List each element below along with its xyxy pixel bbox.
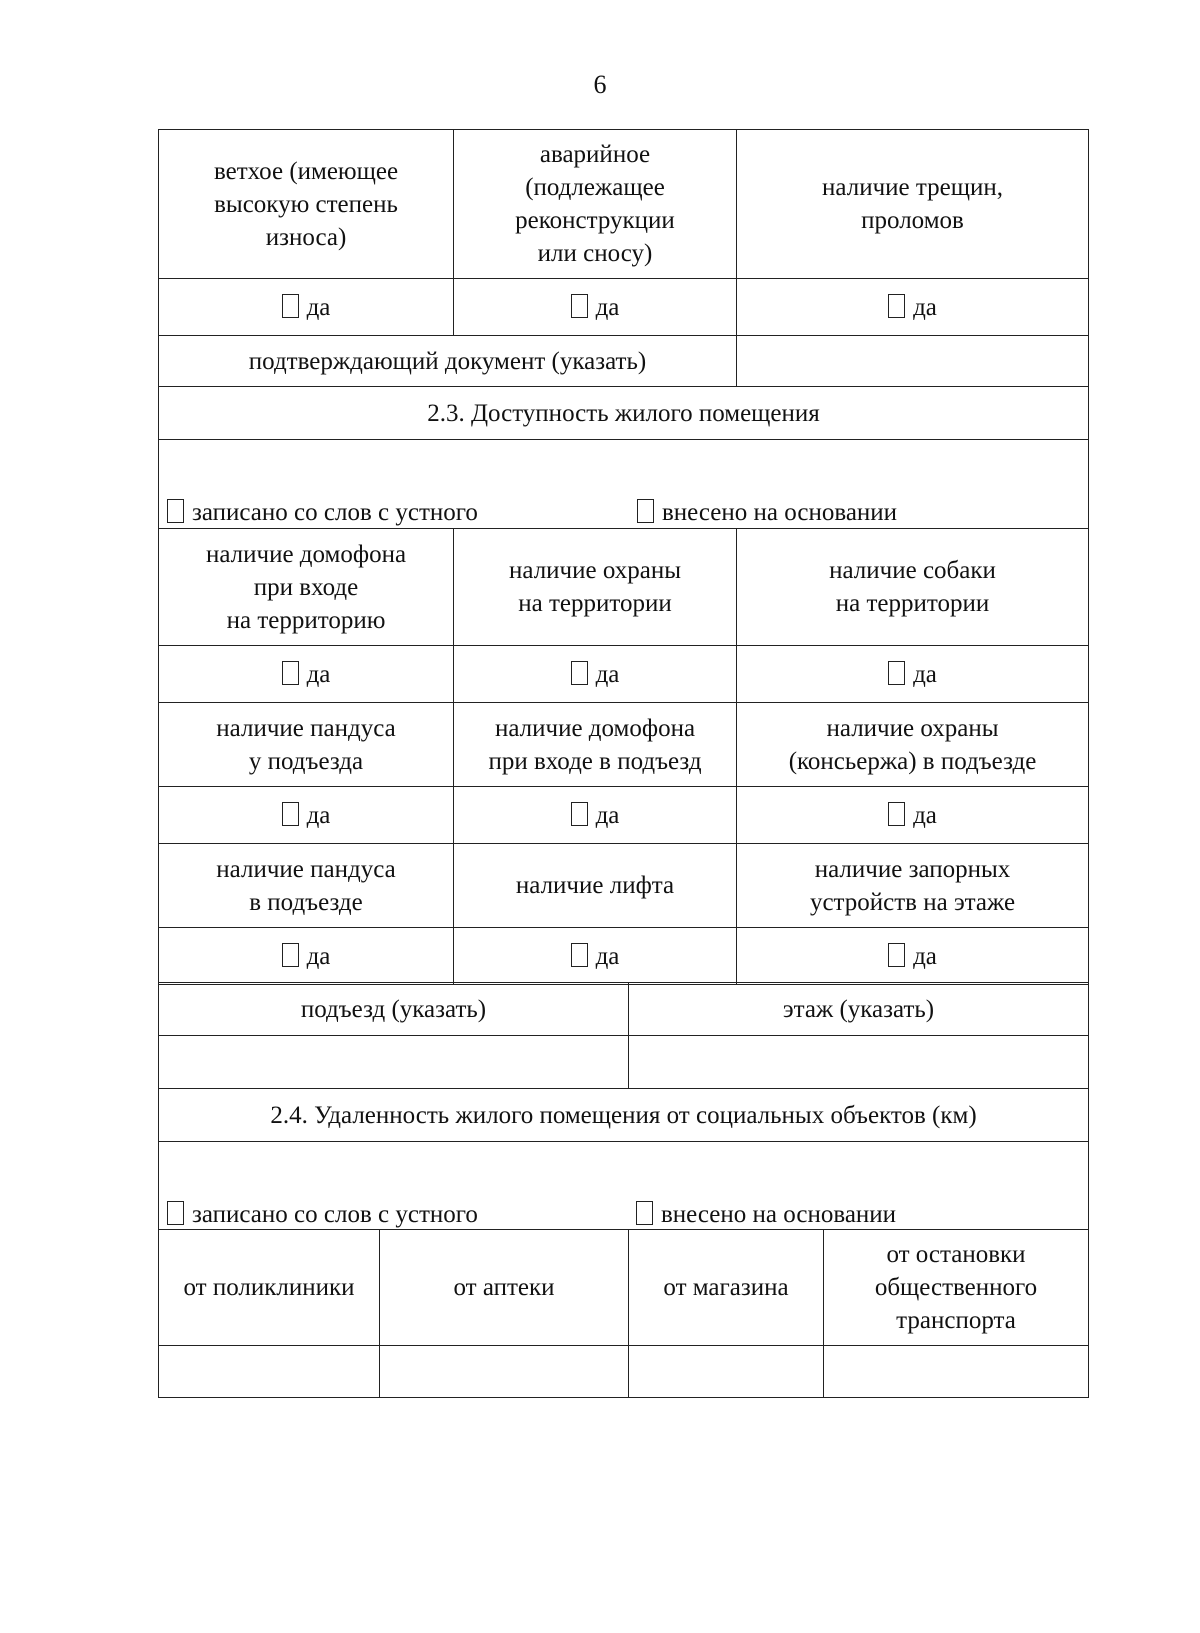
pharmacy-distance-cell[interactable] [380,1346,629,1398]
checkbox-intercom-territory[interactable] [282,661,299,685]
checkbox-concierge[interactable] [888,802,905,826]
header-intercom-entrance: наличие домофона при входе в подъезд [454,703,737,787]
access-checkbox-row-1: да да да [159,646,1089,703]
checkbox-label: да [306,293,331,321]
checkbox-oral-consent[interactable] [167,1201,184,1225]
checkbox-ramp-inside[interactable] [282,943,299,967]
section-2-4-source-row [159,1142,1089,1230]
entrance-floor-header-row [159,983,1089,1036]
header-shop: от магазина [629,1230,824,1346]
checkbox-ramp-entrance[interactable] [282,802,299,826]
header-intercom-territory: наличие домофона при входе на территорию [159,529,454,646]
distance-table [158,1088,1089,1398]
header-dilapidated: ветхое (имеющее высокую степень износа) [159,130,454,279]
clinic-distance-cell[interactable] [159,1346,380,1398]
header-clinic: от поликлиники [159,1230,380,1346]
header-locking-devices: наличие запорных устройств на этаже [737,844,1089,928]
checkbox-intercom-entrance[interactable] [571,802,588,826]
document-row [159,336,1089,387]
header-security-territory: наличие охраны на территории [454,529,737,646]
source-option-oral[interactable]: записано со слов с устного [167,1198,478,1230]
transport-distance-cell[interactable] [824,1346,1089,1398]
access-header-row-2 [159,703,1089,787]
section-2-3-title: 2.3. Доступность жилого помещения [159,387,1089,440]
section-2-3-title-row [159,387,1089,440]
header-ramp-entrance: наличие пандуса у подъезда [159,703,454,787]
header-elevator: наличие лифта [454,844,737,928]
header-pharmacy: от аптеки [380,1230,629,1346]
entrance-floor-table [158,982,1089,1089]
checkbox-oral-consent[interactable] [167,499,184,523]
distance-input-row [159,1346,1089,1398]
condition-header-row [159,130,1089,279]
distance-header-row [159,1230,1089,1346]
header-dog-territory: наличие собаки на территории [737,529,1089,646]
condition-checkbox-row [159,279,1089,336]
entrance-input-cell[interactable] [159,1036,629,1089]
source-option-oral[interactable]: записано со слов с устного [167,496,478,529]
header-ramp-inside: наличие пандуса в подъезде [159,844,454,928]
access-checkbox-row-3: да да да [159,928,1089,985]
checkbox-security-territory[interactable] [571,661,588,685]
checkbox-label: да [595,293,620,321]
access-header-row-1 [159,529,1089,646]
section-2-4-title: 2.4. Удаленность жилого помещения от социальных объектов (км) [159,1089,1089,1142]
access-checkbox-row-2: да да да [159,787,1089,844]
housing-form-table [158,129,1089,985]
header-concierge: наличие охраны (консьержа) в подъезде [737,703,1089,787]
shop-distance-cell[interactable] [629,1346,824,1398]
section-2-3-source-row [159,440,1089,529]
access-header-row-3 [159,844,1089,928]
checkbox-observation[interactable] [636,1201,653,1225]
checkbox-dilapidated[interactable] [282,294,299,318]
header-cracks: наличие трещин, проломов [737,130,1089,279]
document-input-cell[interactable] [737,336,1089,387]
entrance-label: подъезд (указать) [159,983,629,1036]
document-label: подтверждающий документ (указать) [159,336,737,387]
header-transport-stop: от остановки общественного транспорта [824,1230,1089,1346]
checkbox-cracks[interactable] [888,294,905,318]
floor-input-cell[interactable] [629,1036,1089,1089]
floor-label: этаж (указать) [629,983,1089,1036]
checkbox-locking-devices[interactable] [888,943,905,967]
checkbox-label: да [913,293,937,321]
source-option-observation[interactable]: внесено на основании [636,1198,916,1230]
section-2-4-title-row [159,1089,1089,1142]
checkbox-emergency[interactable] [571,294,588,318]
entrance-floor-input-row [159,1036,1089,1089]
page-number: 6 [593,70,607,99]
source-option-observation[interactable]: внесено на основании [637,496,917,529]
header-emergency: аварийное (подлежащее реконструкции или сносу) [454,130,737,279]
checkbox-observation[interactable] [637,499,654,523]
checkbox-dog-territory[interactable] [888,661,905,685]
checkbox-elevator[interactable] [571,943,588,967]
